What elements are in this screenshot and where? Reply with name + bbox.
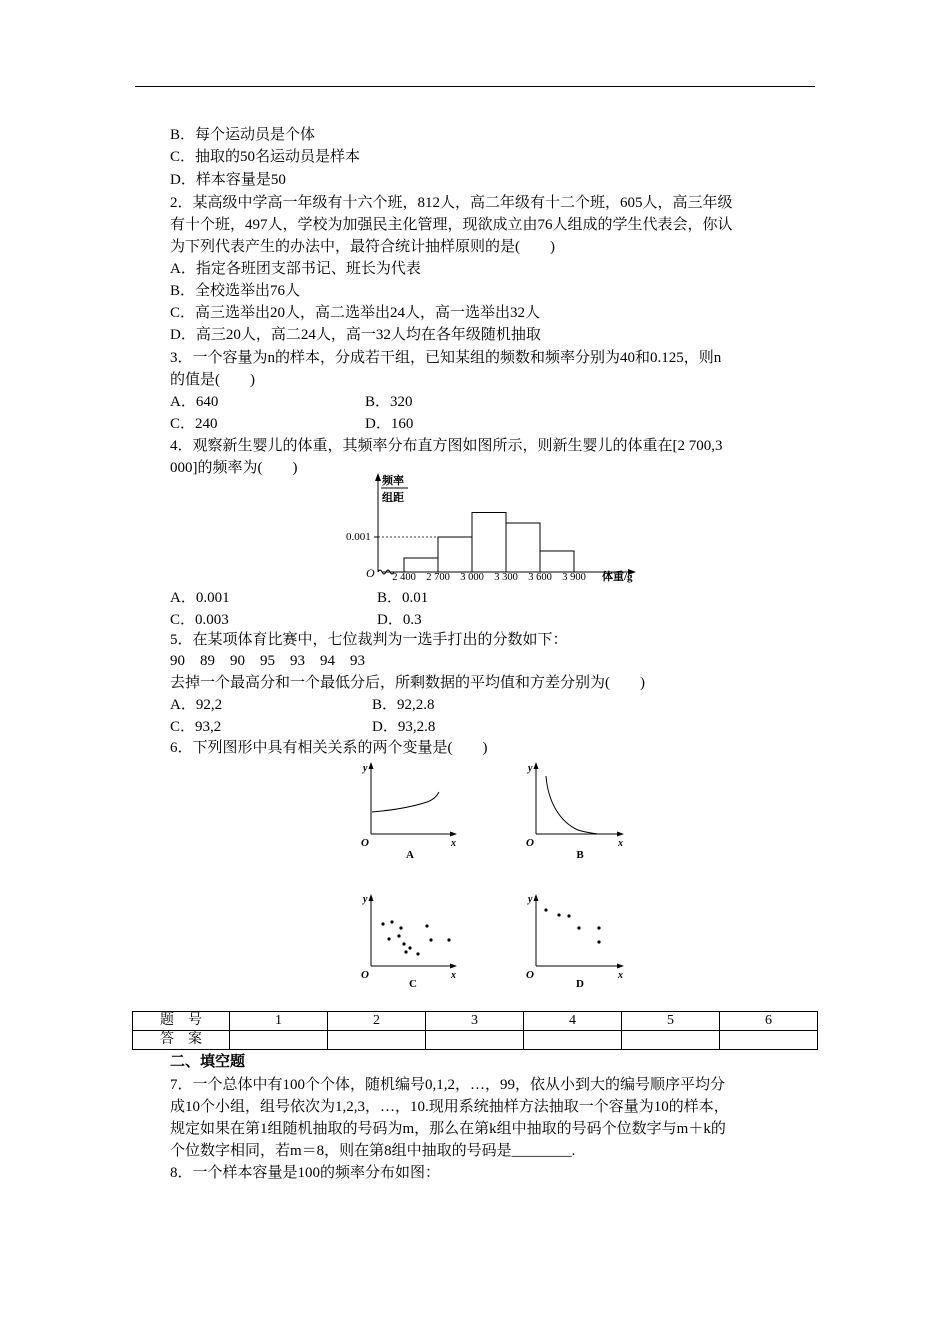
q3-option-c: C．240	[170, 416, 218, 432]
svg-text:O: O	[361, 969, 369, 981]
q6-text-line1: 6．下列图形中具有相关关系的两个变量是( )	[170, 740, 488, 756]
graph-a	[355, 758, 465, 863]
scatter-point	[397, 934, 400, 937]
q7-text-line3: 规定如果在第1组随机抽取的号码为m，那么在第k组中抽取的号码个位数字与m＋k的	[170, 1121, 726, 1137]
q1-option-d: D．样本容量是50	[170, 172, 286, 188]
question-number-5: 5	[622, 1012, 720, 1031]
q7-text-line2: 成10个小组，组号依次为1,2,3，…，10.现用系统抽样方法抽取一个容量为10的样本，	[170, 1099, 729, 1115]
q5-option-a: A．92,2	[170, 697, 223, 713]
q2-option-b: B．全校选举出76人	[170, 283, 301, 299]
scatter-point	[557, 913, 560, 916]
q4-text-line1: 4．观察新生婴儿的体重，其频率分布直方图如图所示，则新生婴儿的体重在[2 700,3	[170, 438, 723, 454]
svg-text:y: y	[363, 894, 368, 905]
scatter-point	[567, 914, 570, 917]
svg-text:y: y	[363, 763, 368, 774]
answer-cell-1[interactable]	[230, 1031, 328, 1050]
answer-cell-6[interactable]	[720, 1031, 818, 1050]
histogram-bar	[540, 551, 574, 572]
scatter-point	[577, 926, 580, 929]
graph-c	[355, 888, 465, 993]
q3-text-line2: 的值是( )	[170, 372, 255, 388]
svg-text:O: O	[361, 837, 369, 849]
answer-table-row-answers	[133, 1031, 818, 1050]
scatter-point	[425, 924, 428, 927]
scatter-point	[390, 920, 393, 923]
svg-text:y: y	[528, 763, 533, 774]
q5-text-line1: 5．在某项体育比赛中，七位裁判为一选手打出的分数如下：	[170, 632, 568, 648]
q3-option-d: D．160	[365, 416, 414, 432]
scatter-point	[387, 937, 390, 940]
q4-option-a: A．0.001	[170, 590, 230, 606]
scatter-point	[402, 942, 405, 945]
section2-title: 二、填空题	[170, 1054, 246, 1070]
scatter-point	[429, 938, 432, 941]
question-number-3: 3	[426, 1012, 524, 1031]
graph-d	[520, 888, 630, 993]
frequency-histogram	[340, 470, 650, 586]
q3-option-b: B．320	[365, 394, 413, 410]
q5-option-c: C．93,2	[170, 719, 222, 735]
answer-header: 答 案	[133, 1031, 230, 1050]
q5-option-d: D．93,2.8	[372, 719, 436, 735]
question-number-header: 题 号	[133, 1012, 230, 1031]
scatter-point	[381, 922, 384, 925]
answer-cell-4[interactable]	[524, 1031, 622, 1050]
q4-option-d: D．0.3	[377, 612, 422, 628]
q7-text-line4: 个位数字相同，若m＝8，则在第8组中抽取的号码是________.	[170, 1143, 576, 1159]
question-number-1: 1	[230, 1012, 328, 1031]
svg-text:y: y	[528, 894, 533, 905]
scatter-point	[544, 908, 547, 911]
q2-option-c: C．高三选举出20人，高二选举出24人，高一选举出32人	[170, 305, 541, 321]
q2-text-line3: 为下列代表产生的办法中，最符合统计抽样原则的是( )	[170, 239, 555, 255]
svg-text:x: x	[618, 970, 623, 981]
y-axis-arrow	[375, 473, 381, 481]
answer-cell-2[interactable]	[328, 1031, 426, 1050]
scatter-point	[597, 926, 600, 929]
xtick-label: 3 900	[562, 572, 586, 583]
origin-label: O	[366, 566, 375, 580]
svg-text:x: x	[451, 838, 456, 849]
svg-text:x: x	[451, 970, 456, 981]
svg-text:O: O	[526, 837, 534, 849]
graph-c-label: C	[409, 978, 417, 990]
svg-text:x: x	[618, 838, 623, 849]
answer-cell-3[interactable]	[426, 1031, 524, 1050]
q7-text-line1: 7．一个总体中有100个个体，随机编号0,1,2，…，99，依从小到大的编号顺序平均分	[170, 1077, 726, 1093]
q4-text-line2: 000]的频率为( )	[170, 460, 298, 476]
q3-option-a: A．640	[170, 394, 219, 410]
answer-table	[132, 1011, 818, 1050]
q4-option-b: B．0.01	[377, 590, 429, 606]
histogram-bar	[506, 523, 540, 572]
q2-text-line1: 2．某高级中学高一年级有十六个班，812人，高二年级有十二个班，605人，高三年级	[170, 195, 733, 211]
scatter-point	[597, 940, 600, 943]
scatter-point	[404, 950, 407, 953]
curve-b	[546, 776, 598, 834]
answer-cell-5[interactable]	[622, 1031, 720, 1050]
q2-option-d: D．高三20人，高二24人，高一32人均在各年级随机抽取	[170, 327, 541, 343]
histogram-bar	[438, 537, 472, 572]
question-number-2: 2	[328, 1012, 426, 1031]
header-rule	[135, 86, 815, 87]
q5-scores: 90 89 90 95 93 94 93	[170, 653, 366, 669]
q2-option-a: A．指定各班团支部书记、班长为代表	[170, 261, 421, 277]
graph-d-label: D	[576, 978, 584, 990]
xtick-label: 2 700	[426, 572, 450, 583]
xtick-label: 3 000	[460, 572, 484, 583]
scatter-point	[447, 938, 450, 941]
svg-text:O: O	[526, 969, 534, 981]
graph-b	[520, 758, 630, 863]
q4-option-c: C．0.003	[170, 612, 229, 628]
q1-option-c: C．抽取的50名运动员是样本	[170, 149, 361, 165]
ylabel-bottom: 组距	[382, 492, 404, 504]
answer-table-row-numbers	[133, 1012, 818, 1031]
q5-option-b: B．92,2.8	[372, 697, 435, 713]
curve-a	[372, 792, 439, 812]
ytick-label: 0.001	[346, 531, 371, 543]
histogram-bar	[404, 558, 438, 572]
scatter-point	[399, 926, 402, 929]
q5-text-line3: 去掉一个最高分和一个最低分后，所剩数据的平均值和方差分别为( )	[170, 675, 645, 691]
scatter-point	[416, 952, 419, 955]
ylabel-top: 频率	[382, 475, 404, 487]
question-number-6: 6	[720, 1012, 818, 1031]
q3-text-line1: 3．一个容量为n的样本，分成若干组，已知某组的频数和频率分别为40和0.125，则n	[170, 350, 722, 366]
xtick-label: 3 600	[528, 572, 552, 583]
histogram-bar	[472, 513, 506, 573]
graph-a-label: A	[406, 849, 414, 861]
graph-b-label: B	[576, 849, 584, 861]
q2-text-line2: 有十个班，497人，学校为加强民主化管理，现欲成立由76人组成的学生代表会，你认	[170, 217, 733, 233]
xtick-label: 2 400	[392, 572, 416, 583]
q1-option-b: B．每个运动员是个体	[170, 127, 316, 143]
xtick-label: 3 300	[494, 572, 518, 583]
xlabel: 体重/g	[602, 571, 633, 583]
scatter-point	[408, 946, 411, 949]
question-number-4: 4	[524, 1012, 622, 1031]
q8-text-line1: 8．一个样本容量是100的频率分布如图：	[170, 1165, 441, 1181]
